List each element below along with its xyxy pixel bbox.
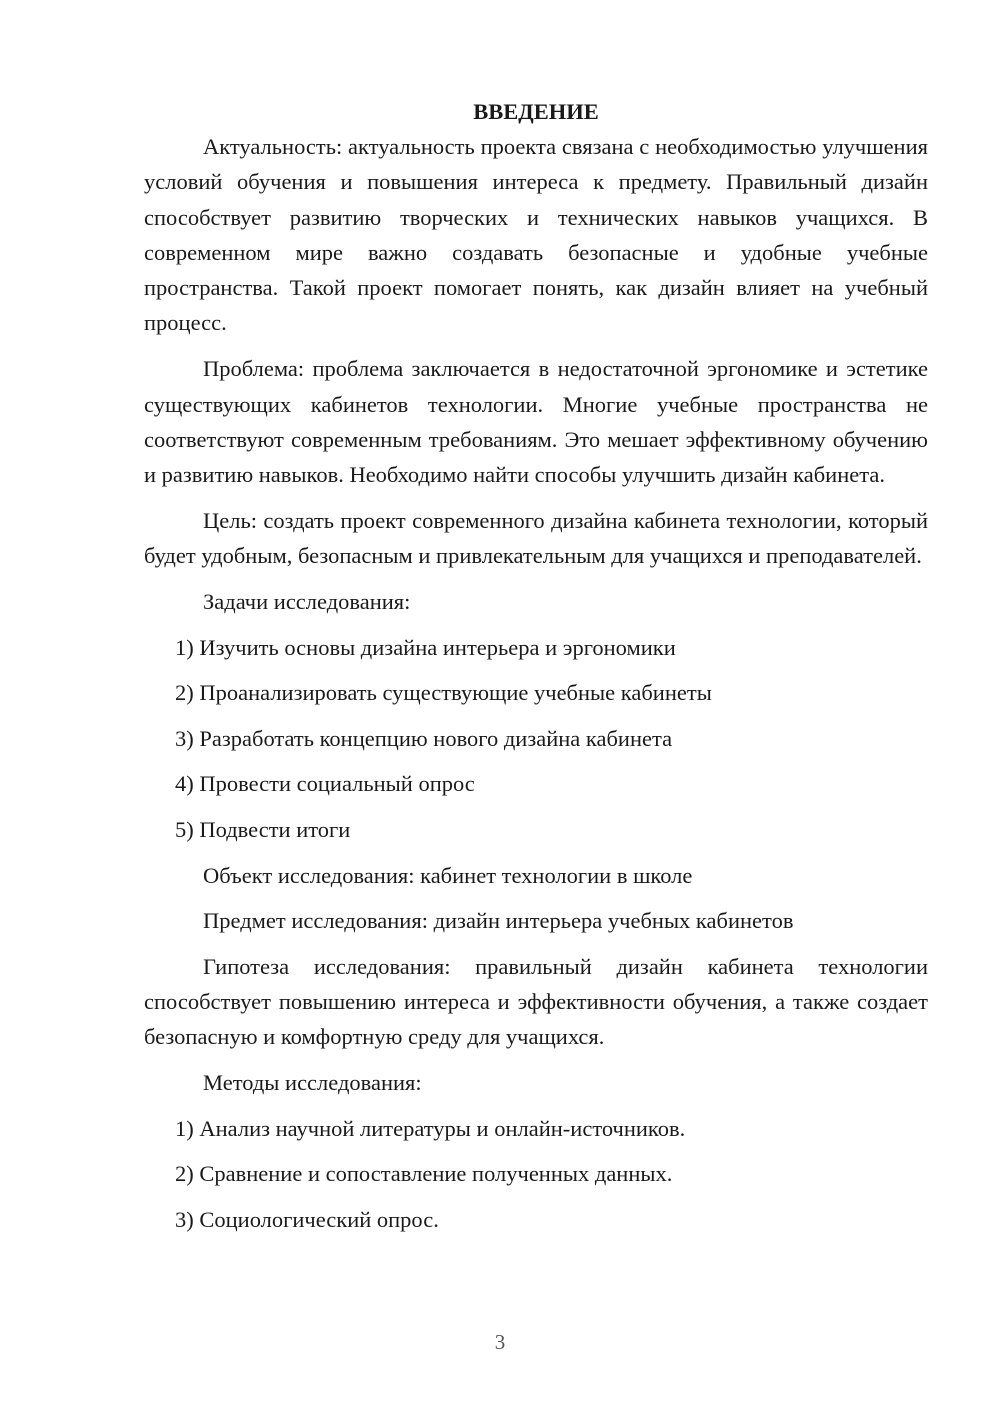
list-item: 2) Сравнение и сопоставление полученных данных.	[175, 1161, 673, 1187]
section-heading: ВВЕДЕНИЕ	[473, 99, 599, 124]
list-item: 3) Социологический опрос.	[175, 1206, 439, 1232]
hypothesis-paragraph: Гипотеза исследования: правильный дизайн кабинета технологии способствует повышению интереса и эффективности обучения, а также создает безопасную и комфортную среду для учащихся.	[144, 953, 928, 1050]
tasks-list	[144, 630, 928, 848]
goal-paragraph: Цель: создать проект современного дизайна кабинета технологии, который будет удобным, безопасным и привлекательным для учащихся и преподавателей.	[144, 507, 928, 569]
relevance-paragraph: Актуальность: актуальность проекта связана с необходимостью улучшения условий обучения и повышения интереса к предмету. Правильный дизайн способствует развитию творческих и технических навыков учащихся. В современном мире важно создавать безопасные и удобные учебные пространства. Такой проект помогает понять, как дизайн влияет на учебный процесс.	[144, 134, 928, 336]
page-content	[144, 94, 928, 1237]
list-item: 2) Проанализировать существующие учебные кабинеты	[175, 680, 712, 706]
tasks-heading: Задачи исследования:	[203, 589, 411, 615]
list-item: 1) Изучить основы дизайна интерьера и эргономики	[175, 634, 676, 660]
list-item: 3) Разработать концепцию нового дизайна кабинета	[175, 725, 673, 751]
subject-paragraph: Предмет исследования: дизайн интерьера учебных кабинетов	[203, 908, 794, 934]
methods-heading: Методы исследования:	[203, 1070, 422, 1096]
list-item: 5) Подвести итоги	[175, 817, 351, 843]
methods-list	[144, 1111, 928, 1237]
object-paragraph: Объект исследования: кабинет технологии в школе	[203, 862, 693, 888]
list-item: 1) Анализ научной литературы и онлайн-источников.	[175, 1115, 686, 1141]
problem-paragraph: Проблема: проблема заключается в недостаточной эргономике и эстетике существующих кабинетов технологии. Многие учебные пространства не соответствуют современным требованиям. Это мешает эффективному обучению и развитию навыков. Необходимо найти способы улучшить дизайн кабинета.	[144, 356, 928, 488]
page-number: 3	[494, 1330, 506, 1354]
list-item: 4) Провести социальный опрос	[175, 771, 475, 797]
